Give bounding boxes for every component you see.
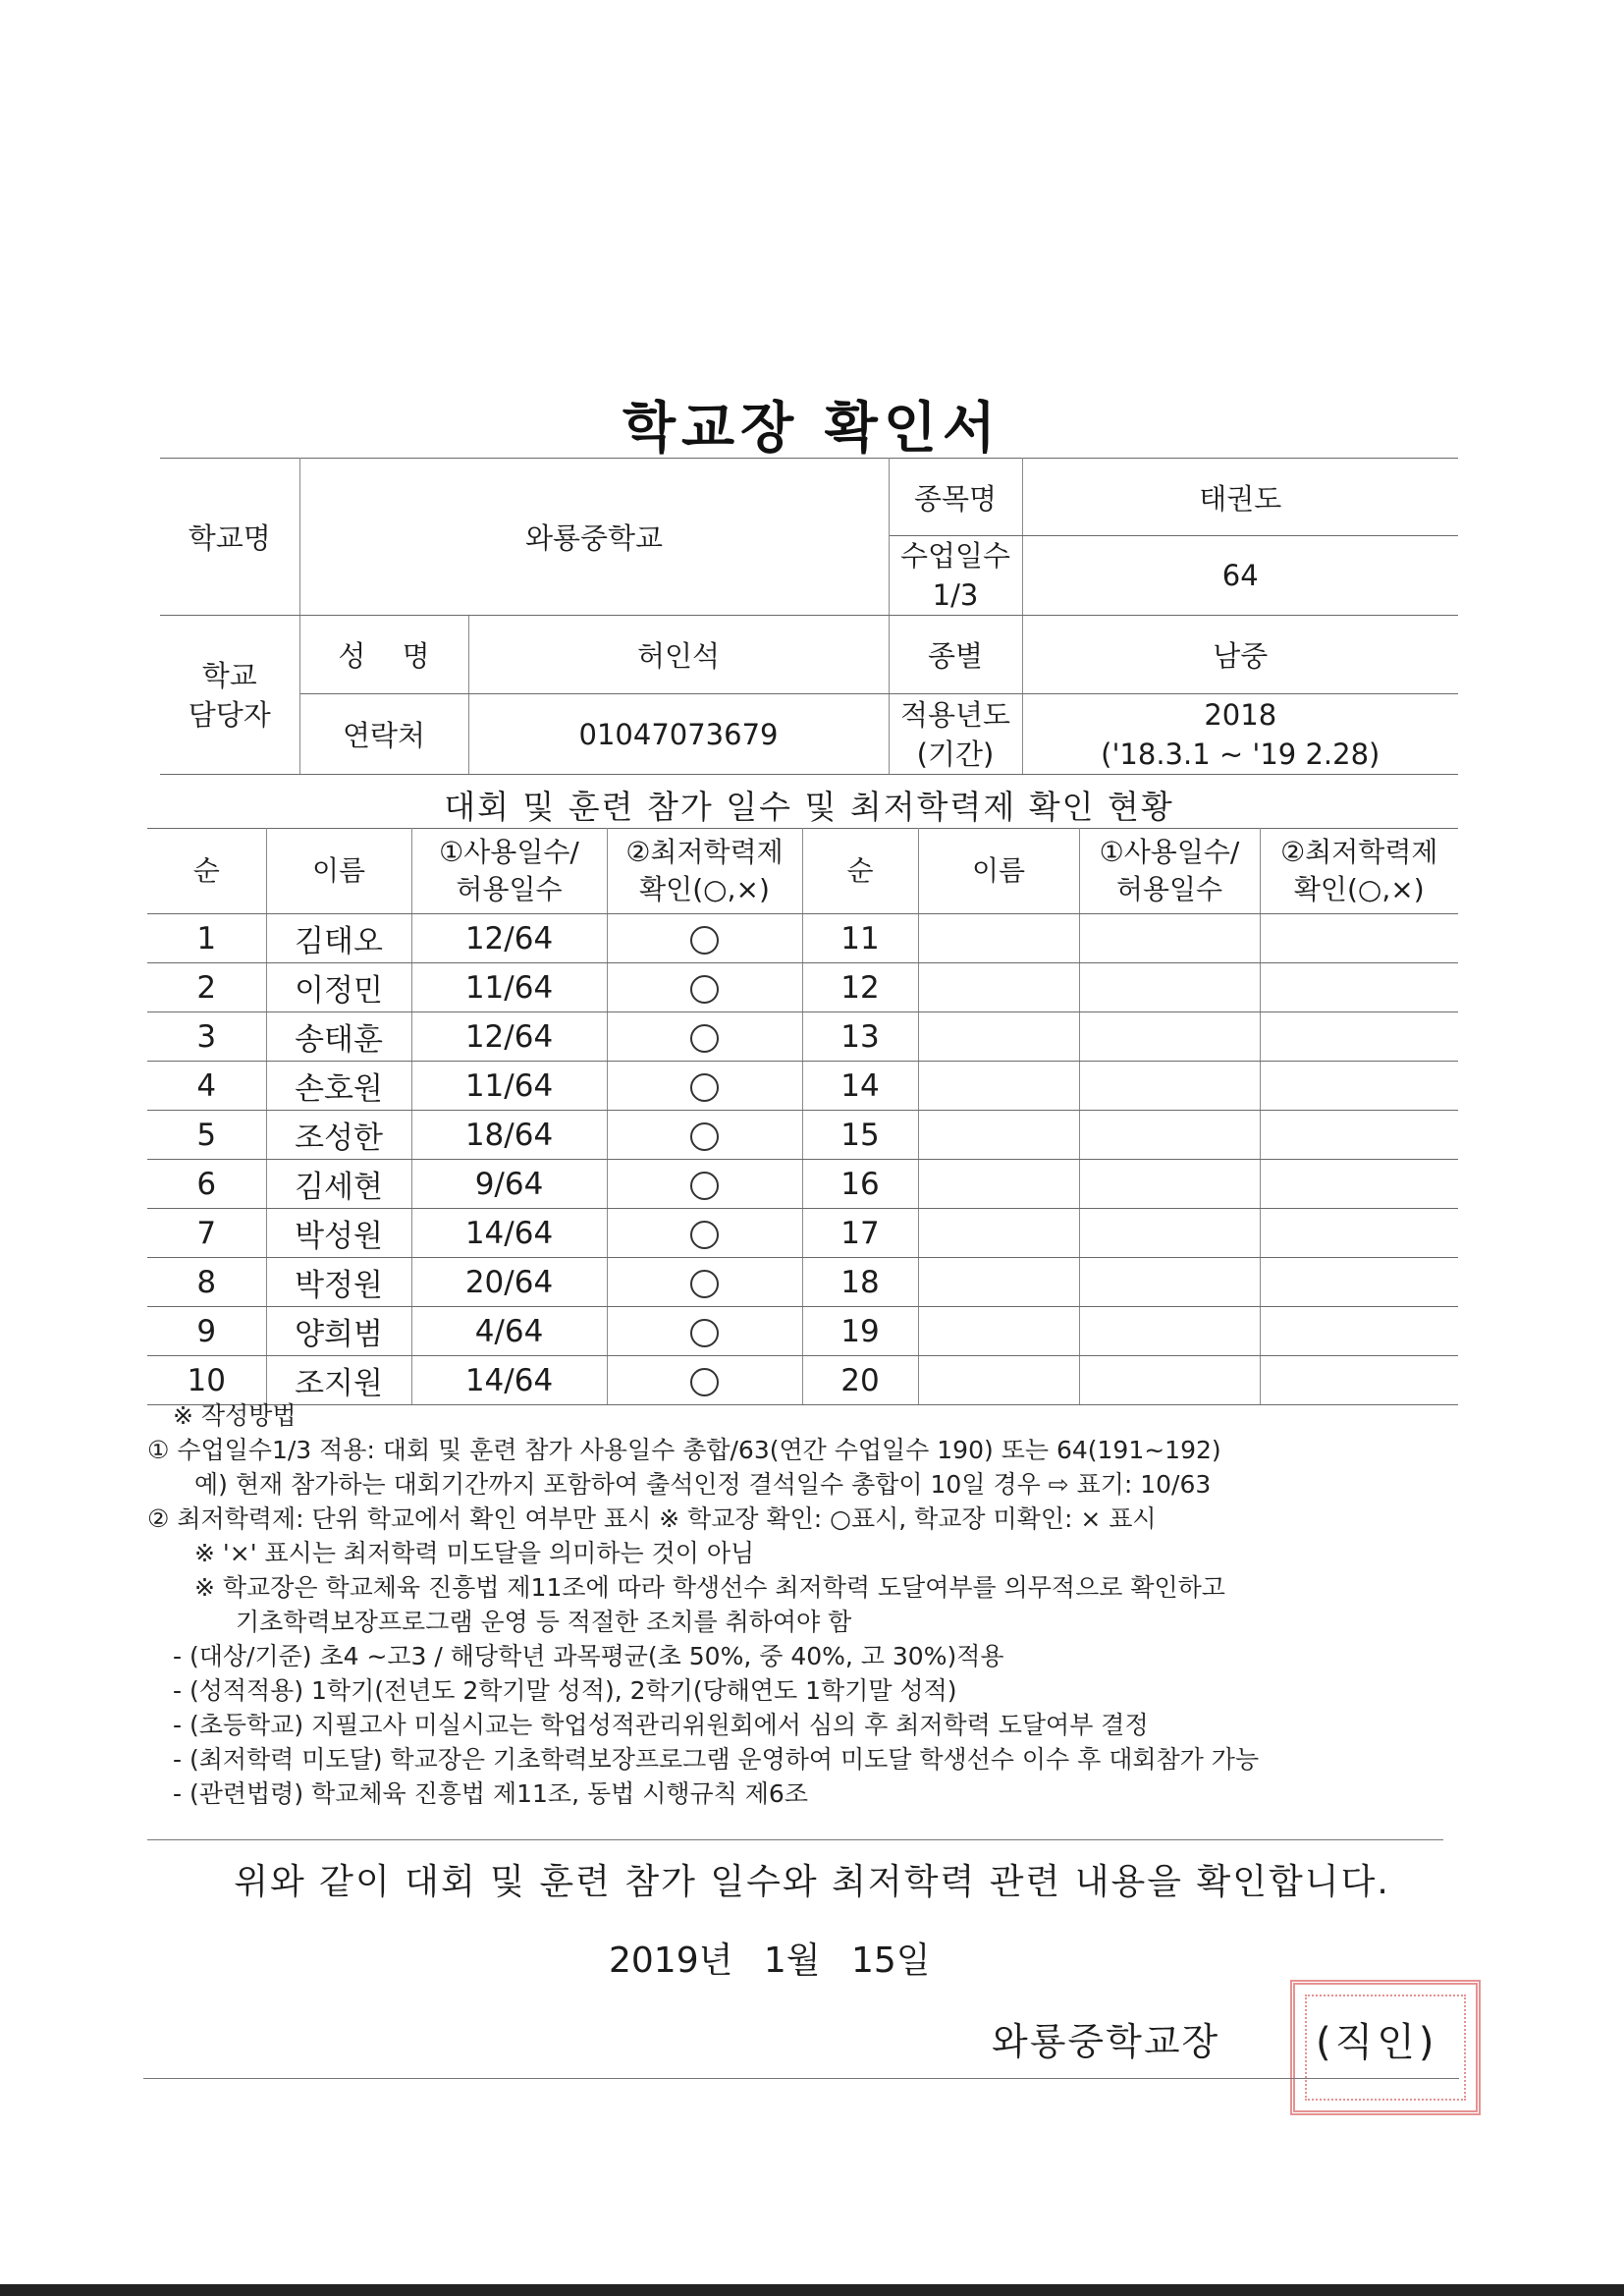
row-used-2 bbox=[1079, 963, 1260, 1012]
days-label bbox=[889, 536, 1022, 616]
row-check bbox=[607, 1111, 802, 1160]
row-check bbox=[607, 1307, 802, 1356]
signer-name: 와룡중학교장 bbox=[992, 2020, 1220, 2063]
year-label bbox=[889, 694, 1022, 775]
issue-date: 2019년 1월 15일 bbox=[609, 1941, 931, 1981]
header-name-2: 이름 bbox=[918, 829, 1079, 914]
table-row bbox=[147, 1307, 1458, 1356]
header-used-line2: 허용일수 bbox=[456, 873, 563, 905]
note-item: 예) 현재 참가하는 대회기간까지 포함하여 출석인정 결석일수 총합이 10일 경우 ⇨ 표기: 10/63 bbox=[194, 1470, 1212, 1499]
row-no-2: 11 bbox=[802, 914, 918, 963]
row-used-2 bbox=[1079, 1012, 1260, 1062]
row-used-2 bbox=[1079, 1111, 1260, 1160]
row-used-2 bbox=[1079, 1258, 1260, 1307]
row-used: 14/64 bbox=[411, 1356, 607, 1405]
category-value: 남중 bbox=[1022, 616, 1458, 694]
header-used-2 bbox=[1079, 829, 1260, 914]
section-subtitle: 대회 및 훈련 참가 일수 및 최저학력제 확인 현황 bbox=[444, 788, 1174, 826]
row-name-2 bbox=[918, 1209, 1079, 1258]
year-label-line2: (기간) bbox=[916, 737, 995, 771]
row-check bbox=[607, 1356, 802, 1405]
row-check-2 bbox=[1260, 1356, 1458, 1405]
school-label: 학교명 bbox=[160, 459, 299, 616]
note-item: ※ 학교장은 학교체육 진흥법 제11조에 따라 학생선수 최저학력 도달여부를 의무적으로 확인하고 bbox=[194, 1573, 1225, 1602]
row-check-2 bbox=[1260, 1111, 1458, 1160]
header-no: 순 bbox=[147, 829, 266, 914]
row-used: 9/64 bbox=[411, 1160, 607, 1209]
row-used-2 bbox=[1079, 1356, 1260, 1405]
note-item: ※ '×' 표시는 최저학력 미도달을 의미하는 것이 아님 bbox=[194, 1539, 755, 1567]
roster-table bbox=[147, 828, 1458, 1405]
header-used-2-line1: ①사용일수/ bbox=[1099, 836, 1240, 868]
confirmation-text: 위와 같이 대회 및 훈련 참가 일수와 최저학력 관련 내용을 확인합니다. bbox=[234, 1862, 1390, 1902]
row-used: 14/64 bbox=[411, 1209, 607, 1258]
header-min bbox=[607, 829, 802, 914]
circle-mark-icon bbox=[690, 1024, 719, 1053]
row-check-2 bbox=[1260, 963, 1458, 1012]
year-label-line1: 적용년도 bbox=[899, 697, 1011, 732]
year-period: ('18.3.1 ~ '19 2.28) bbox=[1101, 737, 1380, 771]
sport-value: 태권도 bbox=[1022, 459, 1458, 536]
row-no: 8 bbox=[147, 1258, 266, 1307]
year-value-cell bbox=[1022, 694, 1458, 775]
row-name-2 bbox=[918, 963, 1079, 1012]
row-check-2 bbox=[1260, 1307, 1458, 1356]
circle-mark-icon bbox=[690, 926, 719, 955]
note-item: ② 최저학력제: 단위 학교에서 확인 여부만 표시 ※ 학교장 확인: ○표시, 학교장 미확인: × 표시 bbox=[147, 1504, 1157, 1533]
row-used-2 bbox=[1079, 914, 1260, 963]
row-name-2 bbox=[918, 914, 1079, 963]
row-check bbox=[607, 1012, 802, 1062]
table-row bbox=[147, 1258, 1458, 1307]
row-no: 9 bbox=[147, 1307, 266, 1356]
name-label: 성 명 bbox=[299, 616, 468, 694]
table-row bbox=[147, 1160, 1458, 1209]
days-label-line1: 수업일수 bbox=[899, 539, 1011, 573]
table-row bbox=[147, 914, 1458, 963]
row-check bbox=[607, 1062, 802, 1111]
scan-edge bbox=[0, 2284, 1624, 2296]
row-no-2: 13 bbox=[802, 1012, 918, 1062]
table-row bbox=[147, 1012, 1458, 1062]
note-item: - (초등학교) 지필고사 미실시교는 학업성적관리위원회에서 심의 후 최저학력 도달여부 결정 bbox=[173, 1711, 1149, 1739]
document-title: 학교장 확인서 bbox=[622, 397, 1002, 461]
header-no-2: 순 bbox=[802, 829, 918, 914]
row-no-2: 19 bbox=[802, 1307, 918, 1356]
phone-value: 01047073679 bbox=[468, 694, 889, 775]
circle-mark-icon bbox=[690, 1221, 719, 1249]
table-row bbox=[147, 1209, 1458, 1258]
table-row bbox=[147, 1062, 1458, 1111]
school-value: 와룡중학교 bbox=[299, 459, 889, 616]
row-used: 12/64 bbox=[411, 1012, 607, 1062]
row-check bbox=[607, 1160, 802, 1209]
row-check-2 bbox=[1260, 1012, 1458, 1062]
row-name: 송태훈 bbox=[266, 1012, 411, 1062]
header-used bbox=[411, 829, 607, 914]
divider bbox=[143, 2078, 1459, 2079]
row-name-2 bbox=[918, 1111, 1079, 1160]
row-no: 10 bbox=[147, 1356, 266, 1405]
row-used-2 bbox=[1079, 1307, 1260, 1356]
year-value: 2018 bbox=[1204, 697, 1277, 732]
category-label: 종별 bbox=[889, 616, 1022, 694]
row-check-2 bbox=[1260, 1160, 1458, 1209]
note-heading: ※ 작성방법 bbox=[173, 1401, 297, 1430]
note-item: - (최저학력 미도달) 학교장은 기초학력보장프로그램 운영하여 미도달 학생선수 이수 후 대회참가 가능 bbox=[173, 1745, 1260, 1774]
header-min-line1: ②최저학력제 bbox=[625, 836, 784, 868]
circle-mark-icon bbox=[690, 1122, 719, 1151]
note-item: - (대상/기준) 초4 ~고3 / 해당학년 과목평균(초 50%, 중 40%, 고 30%)적용 bbox=[173, 1642, 1004, 1670]
row-name: 박성원 bbox=[266, 1209, 411, 1258]
circle-mark-icon bbox=[690, 1319, 719, 1347]
row-no-2: 14 bbox=[802, 1062, 918, 1111]
row-check bbox=[607, 1209, 802, 1258]
row-used-2 bbox=[1079, 1209, 1260, 1258]
note-item: - (성적적용) 1학기(전년도 2학기말 성적), 2학기(당해연도 1학기말 성적) bbox=[173, 1676, 957, 1705]
divider bbox=[147, 1839, 1443, 1840]
header-used-2-line2: 허용일수 bbox=[1115, 873, 1223, 905]
row-no-2: 16 bbox=[802, 1160, 918, 1209]
row-name: 김태오 bbox=[266, 914, 411, 963]
circle-mark-icon bbox=[690, 1073, 719, 1102]
row-no: 7 bbox=[147, 1209, 266, 1258]
row-used: 11/64 bbox=[411, 1062, 607, 1111]
row-check-2 bbox=[1260, 1258, 1458, 1307]
circle-mark-icon bbox=[690, 1368, 719, 1396]
header-name: 이름 bbox=[266, 829, 411, 914]
row-check-2 bbox=[1260, 1062, 1458, 1111]
info-table bbox=[160, 458, 1458, 775]
row-no-2: 17 bbox=[802, 1209, 918, 1258]
header-used-line1: ①사용일수/ bbox=[439, 836, 579, 868]
row-check-2 bbox=[1260, 1209, 1458, 1258]
row-name-2 bbox=[918, 1258, 1079, 1307]
header-min-2-line2: 확인(○,×) bbox=[1293, 873, 1425, 905]
roster-header-row bbox=[147, 829, 1458, 914]
row-name-2 bbox=[918, 1356, 1079, 1405]
row-name: 박정원 bbox=[266, 1258, 411, 1307]
row-no: 1 bbox=[147, 914, 266, 963]
table-row bbox=[147, 963, 1458, 1012]
days-label-line2: 1/3 bbox=[932, 578, 979, 612]
row-used-2 bbox=[1079, 1160, 1260, 1209]
row-used: 11/64 bbox=[411, 963, 607, 1012]
contact-group-line2: 담당자 bbox=[188, 697, 271, 732]
row-name: 조성한 bbox=[266, 1111, 411, 1160]
row-used: 20/64 bbox=[411, 1258, 607, 1307]
header-min-2 bbox=[1260, 829, 1458, 914]
row-name: 김세현 bbox=[266, 1160, 411, 1209]
row-no-2: 20 bbox=[802, 1356, 918, 1405]
contact-group-line1: 학교 bbox=[201, 658, 257, 692]
row-no: 5 bbox=[147, 1111, 266, 1160]
row-check bbox=[607, 1258, 802, 1307]
row-no-2: 15 bbox=[802, 1111, 918, 1160]
days-value: 64 bbox=[1022, 536, 1458, 616]
note-item: - (관련법령) 학교체육 진흥법 제11조, 동법 시행규칙 제6조 bbox=[173, 1779, 808, 1808]
header-min-2-line1: ②최저학력제 bbox=[1280, 836, 1438, 868]
row-name-2 bbox=[918, 1012, 1079, 1062]
note-item: 기초학력보장프로그램 운영 등 적절한 조치를 취하여야 함 bbox=[236, 1608, 852, 1636]
circle-mark-icon bbox=[690, 975, 719, 1004]
circle-mark-icon bbox=[690, 1172, 719, 1200]
row-name: 손호원 bbox=[266, 1062, 411, 1111]
row-name: 양희범 bbox=[266, 1307, 411, 1356]
row-name-2 bbox=[918, 1160, 1079, 1209]
note-item: ① 수업일수1/3 적용: 대회 및 훈련 참가 사용일수 총합/63(연간 수업일수 190) 또는 64(191~192) bbox=[147, 1436, 1221, 1464]
row-check bbox=[607, 963, 802, 1012]
row-name: 조지원 bbox=[266, 1356, 411, 1405]
name-value: 허인석 bbox=[468, 616, 889, 694]
seal-label: (직인) bbox=[1316, 2020, 1438, 2065]
row-used-2 bbox=[1079, 1062, 1260, 1111]
sport-label: 종목명 bbox=[889, 459, 1022, 536]
row-name: 이정민 bbox=[266, 963, 411, 1012]
header-min-line2: 확인(○,×) bbox=[639, 873, 770, 905]
row-no: 4 bbox=[147, 1062, 266, 1111]
row-no-2: 18 bbox=[802, 1258, 918, 1307]
writing-instructions bbox=[147, 1398, 1463, 1811]
row-no-2: 12 bbox=[802, 963, 918, 1012]
row-name-2 bbox=[918, 1062, 1079, 1111]
circle-mark-icon bbox=[690, 1270, 719, 1298]
row-used: 18/64 bbox=[411, 1111, 607, 1160]
table-row bbox=[147, 1356, 1458, 1405]
row-no: 6 bbox=[147, 1160, 266, 1209]
row-check-2 bbox=[1260, 914, 1458, 963]
contact-group-label bbox=[160, 616, 299, 775]
row-check bbox=[607, 914, 802, 963]
row-used: 4/64 bbox=[411, 1307, 607, 1356]
table-row bbox=[147, 1111, 1458, 1160]
row-no: 2 bbox=[147, 963, 266, 1012]
row-used: 12/64 bbox=[411, 914, 607, 963]
row-name-2 bbox=[918, 1307, 1079, 1356]
phone-label: 연락처 bbox=[299, 694, 468, 775]
row-no: 3 bbox=[147, 1012, 266, 1062]
